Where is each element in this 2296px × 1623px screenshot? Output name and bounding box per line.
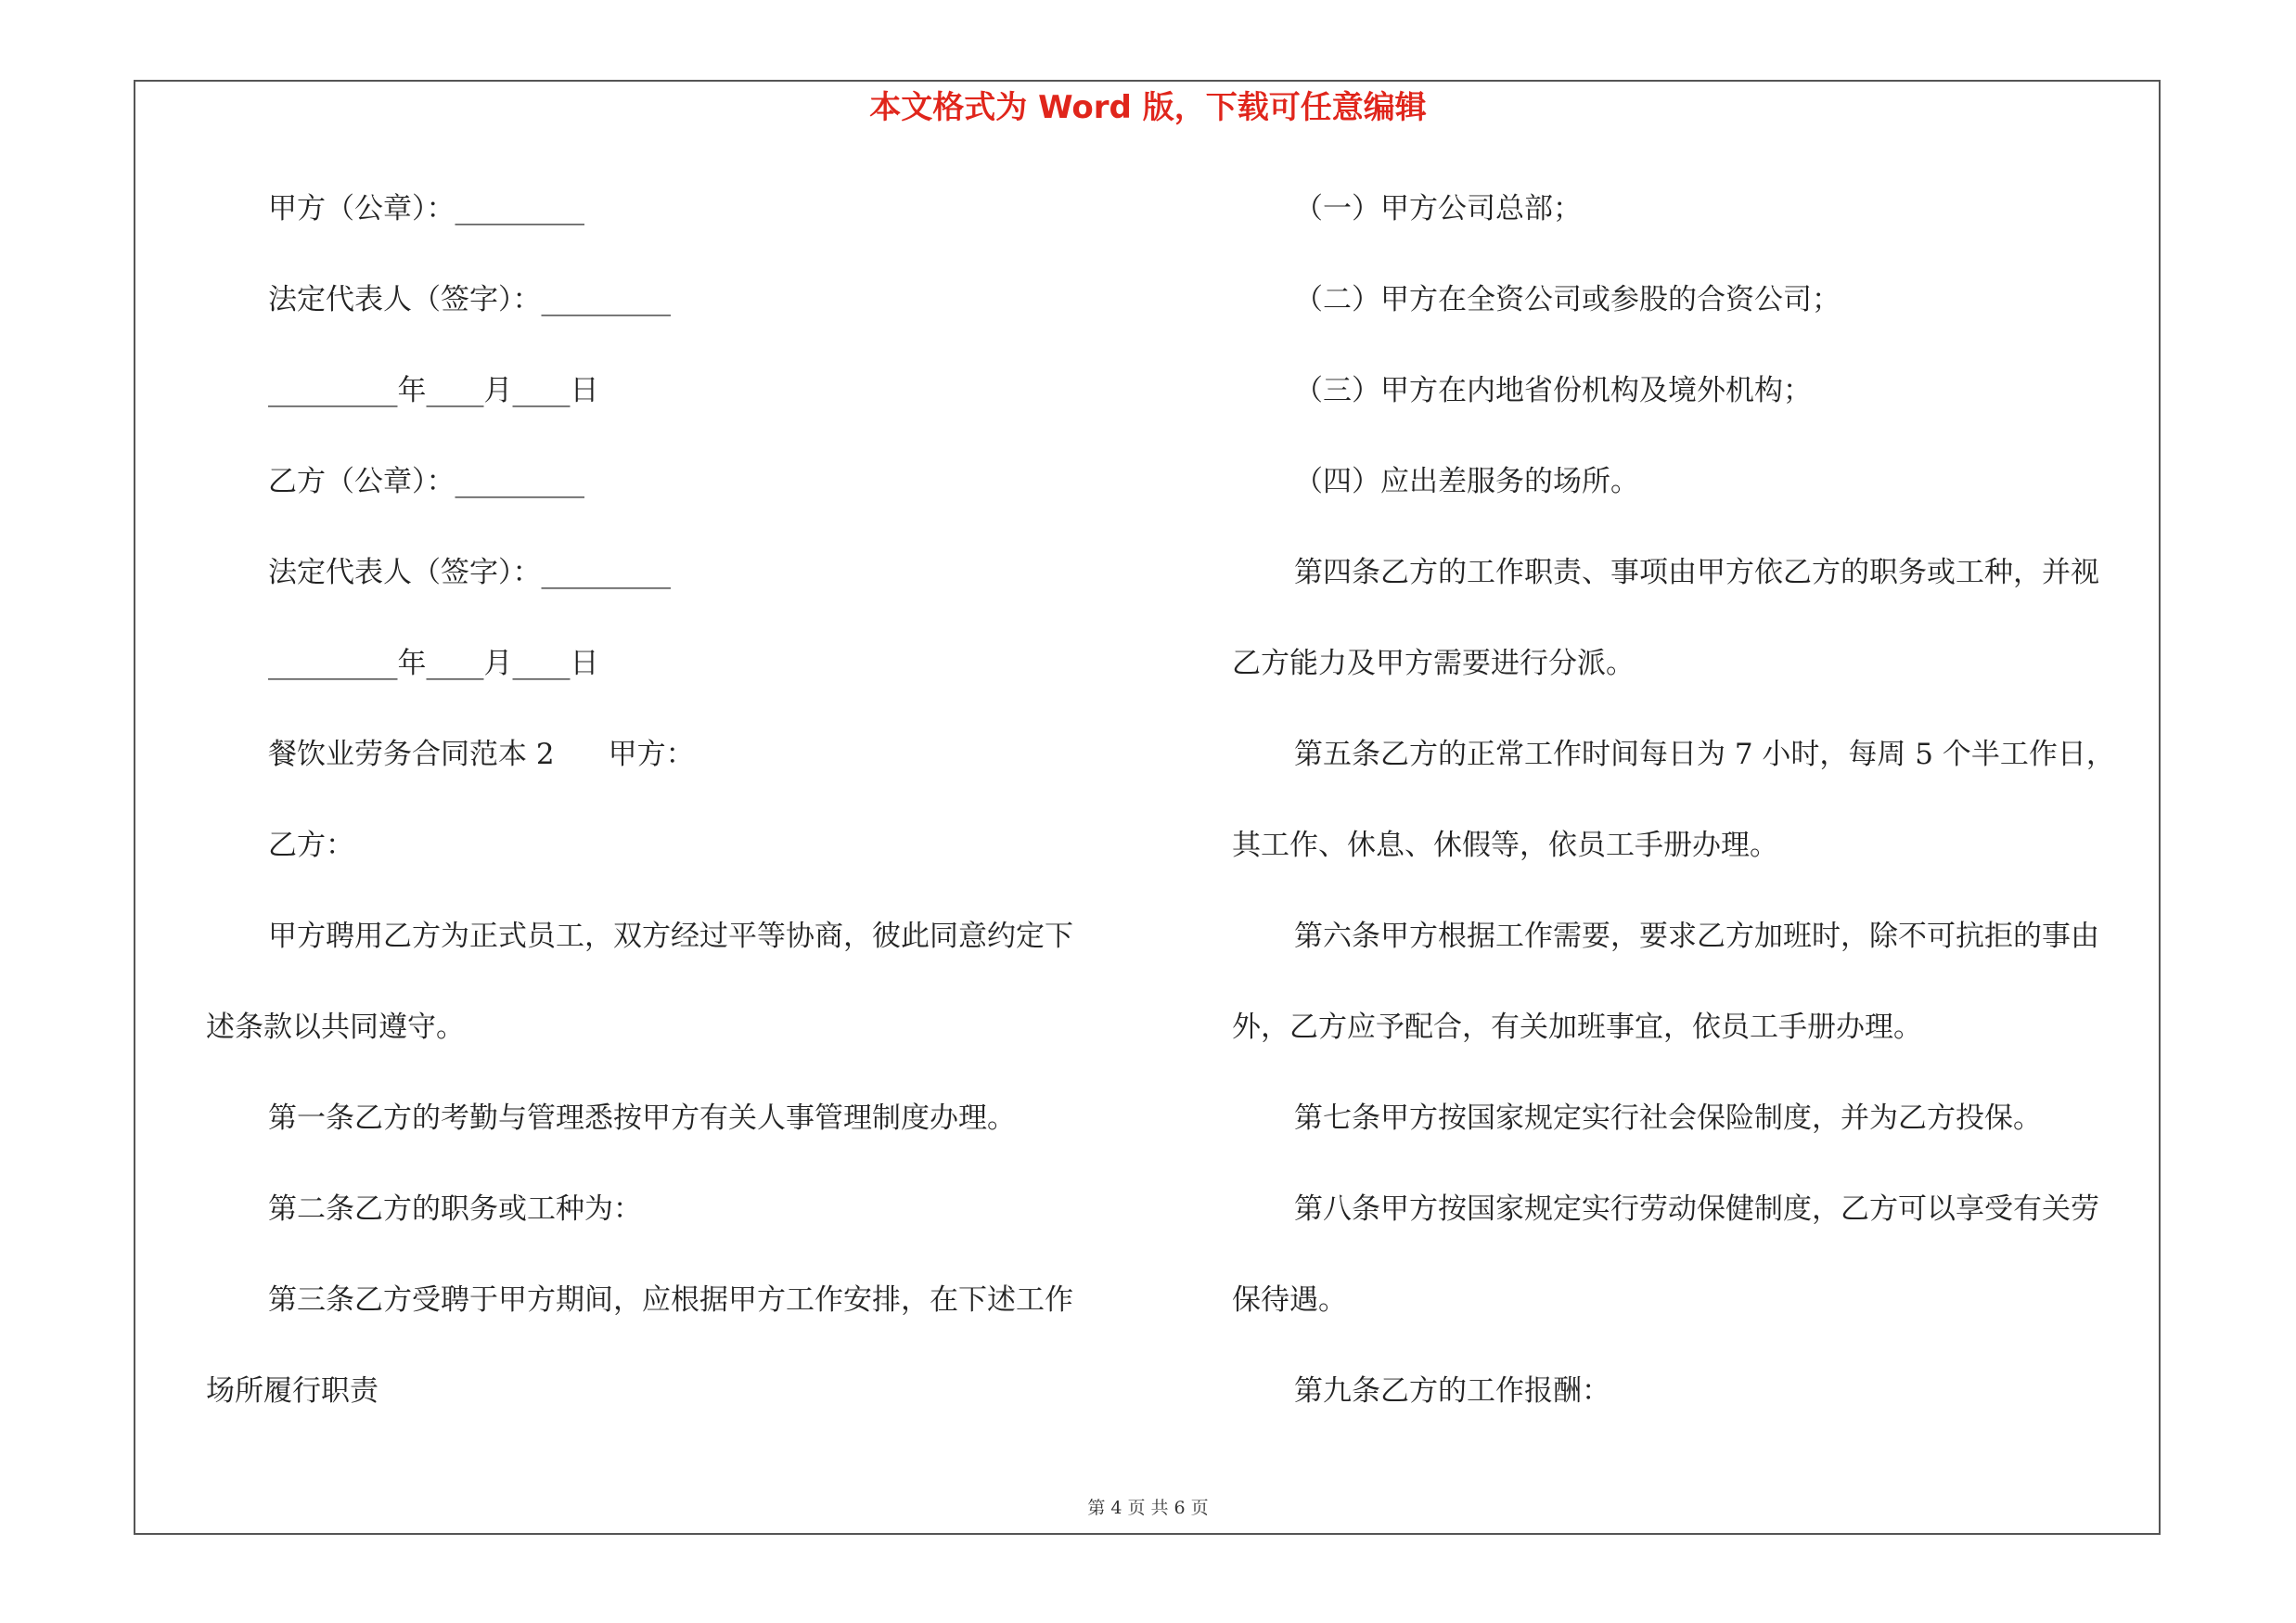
party-b-date-line: _________年____月____日 xyxy=(268,647,599,680)
party-b-seal-line: 乙方（公章）：_________ xyxy=(268,465,584,498)
contract-heading-line xyxy=(206,731,1134,822)
workplace-item-3: （三）甲方在内地省份机构及境外机构； xyxy=(1294,374,1812,407)
intro-paragraph-line-2: 述条款以共同遵守。 xyxy=(206,1011,465,1044)
article-5-line-2: 其工作、休息、休假等，依员工手册办理。 xyxy=(1232,829,1778,862)
article-2: 第二条乙方的职务或工种为： xyxy=(268,1192,642,1226)
page-number-footer: 第 4 页 共 6 页 xyxy=(1087,1498,1209,1518)
article-4-line-1: 第四条乙方的工作职责、事项由甲方依乙方的职务或工种，并视 xyxy=(1294,556,2099,589)
article-6-line-2: 外，乙方应予配合，有关加班事宜，依员工手册办理。 xyxy=(1232,1011,1922,1044)
format-banner: 本文格式为 Word 版，下载可任意编辑 xyxy=(869,89,1427,126)
right-column xyxy=(1232,186,2164,1459)
article-9: 第九条乙方的工作报酬： xyxy=(1294,1374,1610,1408)
contract-title: 餐饮业劳务合同范本 2 xyxy=(268,738,555,771)
article-3-line-2: 场所履行职责 xyxy=(206,1374,378,1408)
intro-paragraph-line-1: 甲方聘用乙方为正式员工，双方经过平等协商，彼此同意约定下 xyxy=(268,920,1073,953)
left-column xyxy=(206,186,1134,1459)
article-6-line-1: 第六条甲方根据工作需要，要求乙方加班时，除不可抗拒的事由 xyxy=(1294,920,2099,953)
article-5-line-1: 第五条乙方的正常工作时间每日为 7 小时，每周 5 个半工作日， xyxy=(1294,738,2115,771)
contract-party-a-label: 甲方： xyxy=(608,738,695,771)
party-a-date-line: _________年____月____日 xyxy=(268,374,599,407)
article-4-line-2: 乙方能力及甲方需要进行分派。 xyxy=(1232,647,1635,680)
contract-party-b-label: 乙方： xyxy=(268,829,354,862)
party-b-representative-line: 法定代表人（签字）：_________ xyxy=(268,556,671,589)
article-7: 第七条甲方按国家规定实行社会保险制度，并为乙方投保。 xyxy=(1294,1101,2042,1135)
article-1: 第一条乙方的考勤与管理悉按甲方有关人事管理制度办理。 xyxy=(268,1101,1016,1135)
workplace-item-4: （四）应出差服务的场所。 xyxy=(1294,465,1639,498)
party-a-seal-line: 甲方（公章）：_________ xyxy=(268,192,584,225)
article-8-line-1: 第八条甲方按国家规定实行劳动保健制度，乙方可以享受有关劳 xyxy=(1294,1192,2099,1226)
party-a-representative-line: 法定代表人（签字）：_________ xyxy=(268,283,671,316)
workplace-item-2: （二）甲方在全资公司或参股的合资公司； xyxy=(1294,283,1841,316)
workplace-item-1: （一）甲方公司总部； xyxy=(1294,192,1582,225)
article-3-line-1: 第三条乙方受聘于甲方期间，应根据甲方工作安排，在下述工作 xyxy=(268,1283,1073,1317)
article-8-line-2: 保待遇。 xyxy=(1232,1283,1347,1317)
